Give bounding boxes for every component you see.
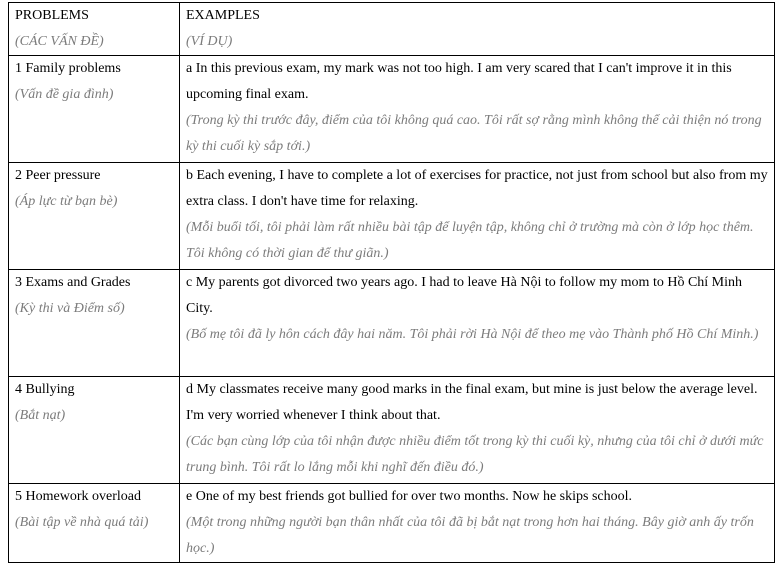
problem-cell	[9, 163, 180, 270]
problem-label: 4 Bullying	[15, 382, 75, 397]
problem-translation: (Vấn đề gia đình)	[15, 87, 114, 102]
example-translation: (Mỗi buổi tối, tôi phải làm rất nhiều bài tập để luyện tập, không chỉ ở trường mà còn ở lớp học thêm. Tôi không có thời gian để thư giãn.)	[186, 220, 754, 261]
example-cell	[180, 377, 775, 484]
problems-examples-table	[8, 2, 775, 563]
problem-label: 1 Family problems	[15, 61, 121, 76]
example-text: d My classmates receive many good marks in the final exam, but mine is just below the average level. I'm very worried whenever I think about that.	[186, 382, 758, 423]
example-cell	[180, 56, 775, 163]
problem-translation: (Kỳ thi và Điểm số)	[15, 301, 125, 316]
table-header-row	[9, 3, 775, 56]
problem-translation: (Áp lực từ bạn bè)	[15, 194, 118, 209]
example-text: c My parents got divorced two years ago. I had to leave Hà Nội to follow my mom to Hồ Chí Minh City.	[186, 275, 743, 316]
example-translation: (Trong kỳ thi trước đây, điểm của tôi không quá cao. Tôi rất sợ rằng mình không thể cải thiện nó trong kỳ thi cuối kỳ sắp tới.)	[186, 113, 762, 154]
problem-label: 3 Exams and Grades	[15, 275, 131, 290]
table-row	[9, 270, 775, 377]
header-problems-cell	[9, 3, 180, 56]
header-examples-translation: (VÍ DỤ)	[186, 34, 233, 49]
example-cell	[180, 270, 775, 377]
header-examples-label: EXAMPLES	[186, 8, 260, 23]
problem-label: 5 Homework overload	[15, 489, 141, 504]
problem-translation: (Bài tập về nhà quá tải)	[15, 515, 149, 530]
example-text: b Each evening, I have to complete a lot of exercises for practice, not just from school but also from my extra class. I don't have time for relaxing.	[186, 168, 768, 209]
table-row	[9, 484, 775, 563]
problem-cell	[9, 56, 180, 163]
header-problems-label: PROBLEMS	[15, 8, 89, 23]
table-row	[9, 56, 775, 163]
example-cell	[180, 163, 775, 270]
example-cell	[180, 484, 775, 563]
example-text: e One of my best friends got bullied for over two months. Now he skips school.	[186, 489, 632, 504]
header-examples-cell	[180, 3, 775, 56]
header-problems-translation: (CÁC VẤN ĐỀ)	[15, 34, 104, 49]
problem-translation: (Bắt nạt)	[15, 408, 66, 423]
example-text: a In this previous exam, my mark was not too high. I am very scared that I can't improve it in this upcoming final exam.	[186, 61, 732, 102]
table-row	[9, 377, 775, 484]
table-row	[9, 163, 775, 270]
problem-cell	[9, 377, 180, 484]
example-translation: (Các bạn cùng lớp của tôi nhận được nhiều điểm tốt trong kỳ thi cuối kỳ, nhưng của tôi chỉ ở dưới mức trung bình. Tôi rất lo lắng mỗi khi nghĩ đến điều đó.)	[186, 434, 764, 475]
problem-cell	[9, 484, 180, 563]
problem-cell	[9, 270, 180, 377]
example-translation: (Một trong những người bạn thân nhất của tôi đã bị bắt nạt trong hơn hai tháng. Bây giờ anh ấy trốn học.)	[186, 515, 754, 556]
problem-label: 2 Peer pressure	[15, 168, 101, 183]
example-translation: (Bố mẹ tôi đã ly hôn cách đây hai năm. Tôi phải rời Hà Nội để theo mẹ vào Thành phố Hồ Chí Minh.)	[186, 327, 759, 342]
